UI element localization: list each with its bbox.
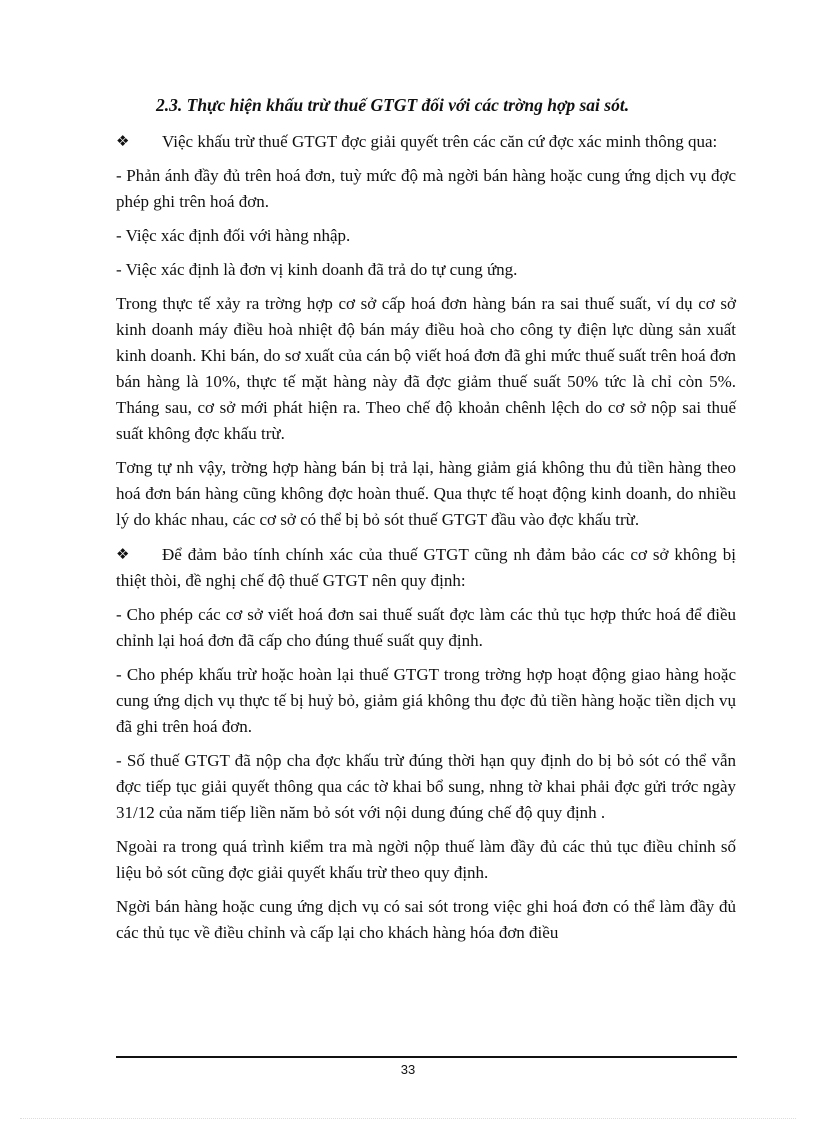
body-text: [116, 128, 736, 946]
footer-rule: [116, 1056, 737, 1058]
paragraph-text: Để đảm bảo tính chính xác của thuế GTGT cũng nh đảm bảo các cơ sở không bị thiệt thòi, đề nghị chế độ thuế GTGT nên quy định:: [116, 545, 736, 590]
page-number: 33: [400, 1062, 416, 1077]
paragraph: Ngời bán hàng hoặc cung ứng dịch vụ có sai sót trong việc ghi hoá đơn có thể làm đầy đủ các thủ tục về điều chỉnh và cấp lại cho khách hàng hóa đơn điều: [116, 897, 736, 942]
bullet-paragraph: [116, 541, 736, 594]
bullet-paragraph: [116, 128, 736, 155]
paragraph: - Cho phép các cơ sở viết hoá đơn sai thuế suất đợc làm các thủ tục hợp thức hoá để điều chỉnh lại hoá đơn đã cấp cho đúng thuế suất quy định.: [116, 605, 736, 650]
section-heading: 2.3. Thực hiện khấu trừ thuế GTGT đối với các trờng hợp sai sót.: [156, 95, 630, 115]
paragraph: - Việc xác định đối với hàng nhập.: [116, 226, 351, 245]
diamond-bullet-icon: ❖: [116, 545, 130, 563]
paragraph: - Số thuế GTGT đã nộp cha đợc khấu trừ đúng thời hạn quy định do bị bỏ sót có thể vẫn đợc tiếp tục giải quyết thông qua các tờ khai bổ sung, nhng tờ khai phải đợc gửi trớc ngày 31/12 của năm tiếp liền năm bỏ sót với nội dung đúng chế độ quy định .: [116, 751, 736, 822]
diamond-bullet-icon: ❖: [116, 132, 130, 150]
paragraph: - Cho phép khấu trừ hoặc hoàn lại thuế GTGT trong trờng hợp hoạt động giao hàng hoặc cung ứng dịch vụ thực tế bị huỷ bỏ, giảm giá không thu đợc đủ tiền hàng hoặc tiền dịch vụ đã ghi trên hoá đơn.: [116, 665, 736, 736]
paragraph: - Phản ánh đầy đủ trên hoá đơn, tuỳ mức độ mà ngời bán hàng hoặc cung ứng dịch vụ đợc phép ghi trên hoá đơn.: [116, 166, 736, 211]
paragraph: Tơng tự nh vậy, trờng hợp hàng bán bị trả lại, hàng giảm giá không thu đủ tiền hàng theo hoá đơn bán hàng cũng không đợc hoàn thuế. Qua thực tế hoạt động kinh doanh, do nhiều lý do khác nhau, các cơ sở có thể bị bỏ sót thuế GTGT đầu vào đợc khấu trừ.: [116, 458, 736, 529]
page-edge-dots: [20, 1118, 796, 1119]
paragraph: Trong thực tế xảy ra trờng hợp cơ sở cấp hoá đơn hàng bán ra sai thuế suất, ví dụ cơ sở kinh doanh máy điều hoà nhiệt độ bán máy điều hoà cho công ty điện lực dùng sản xuất kinh doanh. Khi bán, do sơ xuất của cán bộ viết hoá đơn đã ghi mức thuế suất trên hoá đơn bán hàng là 10%, thực tế mặt hàng này đã đợc giảm thuế suất 50% tức là chỉ còn 5%. Tháng sau, cơ sở mới phát hiện ra. Theo chế độ khoản chênh lệch do cơ sở nộp sai thuế suất không đợc khấu trừ.: [116, 294, 736, 443]
paragraph-text: Việc khấu trừ thuế GTGT đợc giải quyết trên các căn cứ đợc xác minh thông qua:: [162, 132, 718, 151]
paragraph: - Việc xác định là đơn vị kinh doanh đã trả do tự cung ứng.: [116, 260, 518, 279]
page-content: [116, 92, 736, 954]
paragraph: Ngoài ra trong quá trình kiểm tra mà ngời nộp thuế làm đầy đủ các thủ tục điều chỉnh số liệu bỏ sót cũng đợc giải quyết khấu trừ theo quy định.: [116, 837, 736, 882]
